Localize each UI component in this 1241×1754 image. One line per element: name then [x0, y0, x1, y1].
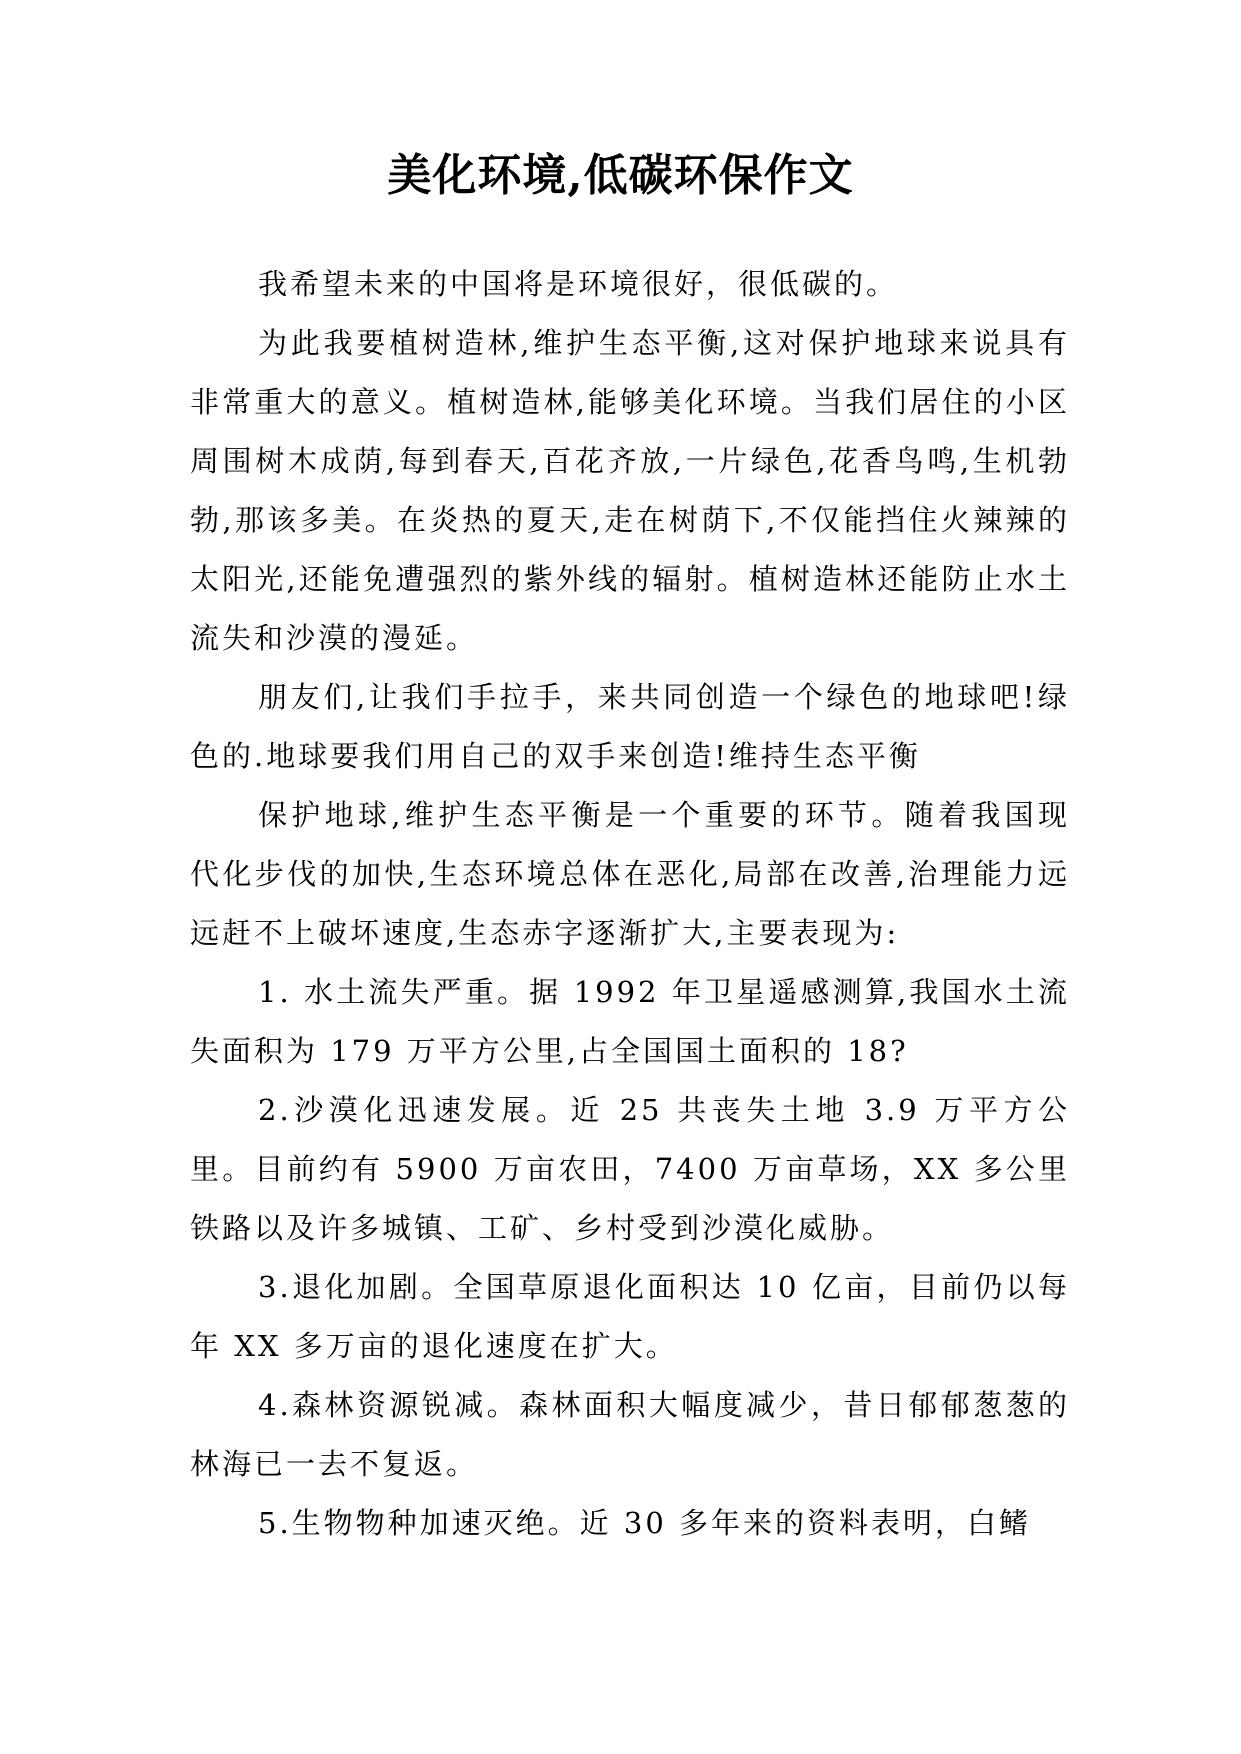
paragraph-9-item-5: 5.生物物种加速灭绝。近 30 多年来的资料表明，白鳍 — [258, 1506, 1032, 1540]
paragraph-8-item-4: 4.森林资源锐减。森林面积大幅度减少，昔日郁郁葱葱的林海已一去不复返。 — [190, 1388, 1070, 1481]
paragraph-1: 我希望未来的中国将是环境很好，很低碳的。 — [258, 267, 899, 301]
paragraph-6-item-2: 2.沙漠化迅速发展。近 25 共丧失土地 3.9 万平方公里。目前约有 5900 万亩农田，7400 万亩草场，XX 多公里铁路以及许多城镇、工矿、乡村受到沙漠化威胁。 — [190, 1093, 1070, 1245]
document-title: 美化环境,低碳环保作文 — [387, 150, 854, 201]
paragraph-3: 朋友们,让我们手拉手，来共同创造一个绿色的地球吧!绿色的.地球要我们用自己的双手来创造!维持生态平衡 — [190, 680, 1070, 773]
paragraph-2: 为此我要植树造林,维护生态平衡,这对保护地球来说具有非常重大的意义。植树造林,能够美化环境。当我们居住的小区周围树木成荫,每到春天,百花齐放,一片绿色,花香鸟鸣,生机勃勃,那该多美。在炎热的夏天,走在树荫下,不仅能挡住火辣辣的太阳光,还能免遭强烈的紫外线的辐射。植树造林还能防止水土流失和沙漠的漫延。 — [190, 326, 1070, 655]
paragraph-4: 保护地球,维护生态平衡是一个重要的环节。随着我国现代化步伐的加快,生态环境总体在恶化,局部在改善,治理能力远远赶不上破坏速度,生态赤字逐渐扩大,主要表现为: — [190, 798, 1070, 950]
paragraph-7-item-3: 3.退化加剧。全国草原退化面积达 10 亿亩，目前仍以每年 XX 多万亩的退化速度在扩大。 — [190, 1270, 1070, 1363]
document-body — [190, 255, 1070, 1553]
paragraph-5-item-1: 1. 水土流失严重。据 1992 年卫星遥感测算,我国水土流失面积为 179 万平方公里,占全国国土面积的 18? — [190, 975, 1070, 1068]
